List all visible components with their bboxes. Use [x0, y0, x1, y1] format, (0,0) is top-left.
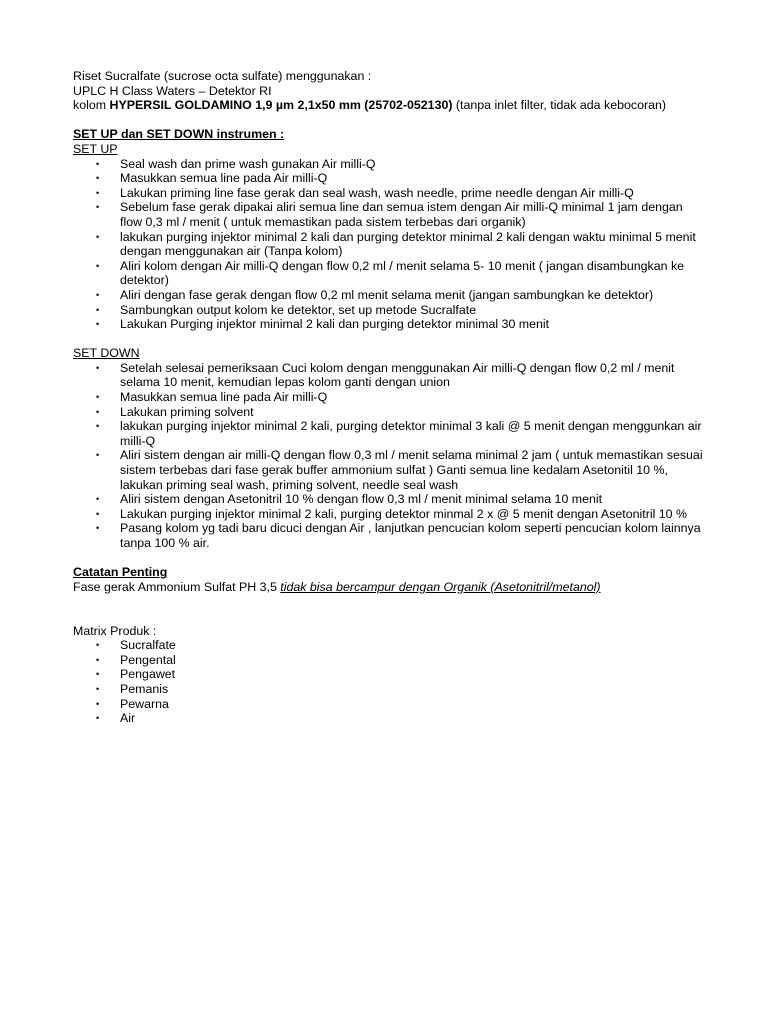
list-item: [96, 667, 703, 682]
column-spec: HYPERSIL GOLDAMINO 1,9 µm 2,1x50 mm (25702-052130): [109, 98, 453, 113]
intro-line-2: UPLC H Class Waters – Detektor RI: [73, 83, 272, 98]
list-item: [96, 448, 703, 492]
list-item-text: Pengawet: [120, 667, 176, 682]
list-item-text: Aliri sistem dengan Asetonitril 10 % dengan flow 0,3 ml / menit minimal selama 10 menit: [120, 492, 603, 507]
list-item: [96, 156, 703, 172]
bullet-icon: •: [96, 260, 100, 271]
setup-list: [73, 157, 703, 332]
spacer: [73, 551, 703, 566]
bullet-icon: •: [96, 450, 100, 461]
bullet-icon: •: [96, 654, 100, 665]
column-note: (tanpa inlet filter, tidak ada kebocoran): [452, 98, 667, 113]
spacer: [73, 594, 703, 623]
bullet-icon: •: [96, 158, 100, 169]
list-item: [96, 521, 703, 550]
bullet-icon: •: [96, 640, 100, 651]
bullet-icon: •: [96, 406, 100, 417]
bullet-icon: •: [96, 669, 100, 680]
list-item-text: Pengental: [120, 652, 176, 667]
bullet-icon: •: [96, 187, 100, 198]
list-item: [96, 404, 703, 420]
list-item-text: Seal wash dan prime wash gunakan Air milli-Q: [120, 156, 376, 171]
list-item: [96, 506, 703, 522]
list-item-text: Air: [120, 711, 136, 726]
matrix-heading: Matrix Produk :: [73, 623, 157, 638]
list-item: [96, 419, 703, 448]
bullet-icon: •: [96, 523, 100, 534]
list-item: [96, 390, 703, 405]
spacer: [73, 332, 703, 347]
notes-heading: Catatan Penting: [73, 565, 168, 580]
list-item-text: Aliri sistem dengan air milli-Q dengan flow 0,3 ml / menit selama minimal 2 jam ( untuk memastikan sesuai sistem terbebas dari fase gerak buffer ammonium sulfat ) Ganti semua line kedalam Asetonitil 10 %, lakukan priming seal wash, priming solvent, needle seal wash: [120, 448, 703, 492]
list-item: [96, 229, 703, 259]
setup-subheading: SET UP: [73, 141, 118, 156]
list-item-text: Lakukan purging injektor minimal 2 kali, purging detektor minmal 2 x @ 5 menit dengan Asetonitril 10 %: [120, 506, 688, 521]
bullet-icon: •: [96, 231, 100, 242]
list-item: [96, 317, 703, 332]
spacer: [73, 113, 703, 128]
list-item-text: Pasang kolom yg tadi baru dicuci dengan Air , lanjutkan pencucian kolom seperti pencucian kolom lainnya tanpa 100 % air.: [120, 521, 701, 550]
bullet-icon: •: [96, 289, 100, 300]
list-item-text: Masukkan semua line pada Air milli-Q: [120, 171, 328, 186]
bullet-icon: •: [96, 304, 100, 315]
list-item: [96, 258, 703, 288]
setup-heading: SET UP dan SET DOWN instrumen :: [73, 127, 285, 142]
notes-text: [73, 580, 703, 595]
intro-line-1: Riset Sucralfate (sucrose octa sulfate) menggunakan :: [73, 69, 372, 83]
list-item: [96, 302, 703, 318]
bullet-icon: •: [96, 508, 100, 519]
bullet-icon: •: [96, 319, 100, 330]
list-item-text: lakukan purging injektor minimal 2 kali dan purging detektor minimal 2 kali dengan waktu minimal 5 menit dengan menggunakan air (Tanpa kolom): [120, 229, 696, 259]
matrix-list: [73, 638, 703, 726]
list-item: [96, 171, 703, 186]
list-item: [96, 711, 703, 726]
bullet-icon: •: [96, 202, 100, 213]
bullet-icon: •: [96, 421, 100, 432]
setdown-subheading: SET DOWN: [73, 346, 140, 361]
list-item-text: lakukan purging injektor minimal 2 kali, purging detektor minimal 3 kali @ 5 menit dengan menggunkan air milli-Q: [120, 419, 702, 448]
list-item: [96, 185, 703, 201]
bullet-icon: •: [96, 713, 100, 724]
list-item-text: Aliri kolom dengan Air milli-Q dengan flow 0,2 ml / menit selama 5- 10 menit ( jangan disambungkan ke detektor): [120, 258, 685, 288]
setdown-list: [73, 361, 703, 551]
list-item: [96, 287, 703, 303]
bullet-icon: •: [96, 683, 100, 694]
list-item-text: Aliri dengan fase gerak dengan flow 0,2 ml menit selama menit (jangan sambungkan ke detektor): [120, 287, 654, 302]
document-page: [73, 69, 703, 726]
intro-line-3: [73, 98, 703, 113]
list-item: [96, 360, 703, 390]
list-item-text: Lakukan Purging injektor minimal 2 kali dan purging detektor minimal 30 menit: [120, 317, 550, 332]
notes-prefix: Fase gerak Ammonium Sulfat PH 3,5: [73, 579, 281, 594]
bullet-icon: •: [96, 392, 100, 403]
bullet-icon: •: [96, 494, 100, 505]
list-item-text: Lakukan priming solvent: [120, 404, 254, 419]
list-item-text: Sucralfate: [120, 638, 176, 653]
bullet-icon: •: [96, 173, 100, 184]
notes-emphasis: tidak bisa bercampur dengan Organik (Asetonitril/metanol): [280, 579, 601, 594]
bullet-icon: •: [96, 362, 100, 373]
bullet-icon: •: [96, 698, 100, 709]
list-item: [96, 681, 703, 697]
column-label: kolom: [73, 98, 110, 113]
list-item-text: Sebelum fase gerak dipakai aliri semua line dan semua istem dengan Air milli-Q minimal 1 jam dengan flow 0,3 ml / menit ( untuk memastikan pada sistem terbebas dari organik): [120, 200, 683, 229]
list-item: [96, 492, 703, 507]
list-item: [96, 638, 703, 653]
list-item-text: Sambungkan output kolom ke detektor, set up metode Sucralfate: [120, 302, 477, 317]
list-item: [96, 696, 703, 712]
list-item: [96, 200, 703, 229]
list-item-text: Setelah selesai pemeriksaan Cuci kolom dengan menggunakan Air milli-Q dengan flow 0,2 ml / menit selama 10 menit, kemudian lepas kolom ganti dengan union: [120, 360, 675, 390]
list-item-text: Masukkan semua line pada Air milli-Q: [120, 390, 328, 405]
list-item-text: Lakukan priming line fase gerak dan seal wash, wash needle, prime needle dengan Air milli-Q: [120, 185, 634, 200]
list-item-text: Pewarna: [120, 696, 169, 711]
list-item-text: Pemanis: [120, 681, 169, 696]
list-item: [96, 652, 703, 668]
